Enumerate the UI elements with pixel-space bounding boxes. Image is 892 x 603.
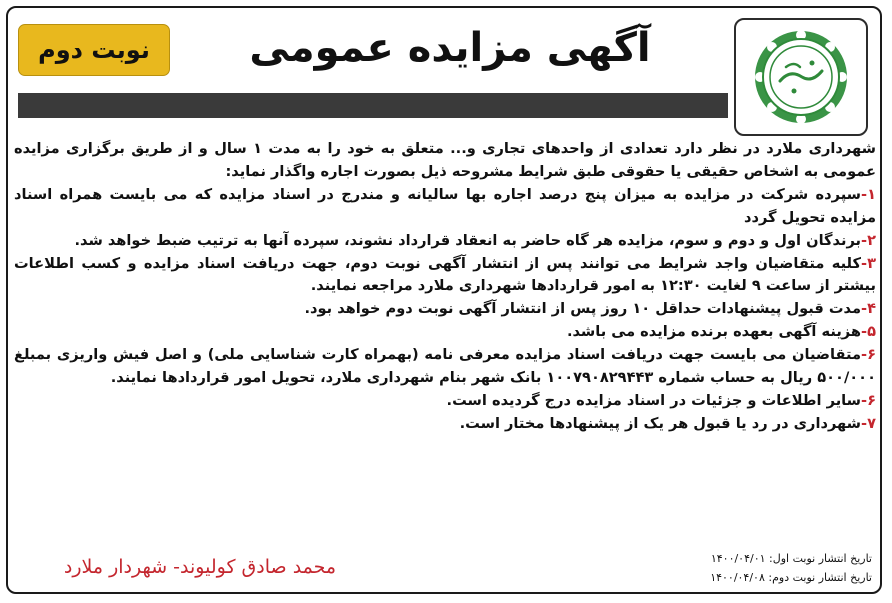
- item-text: برندگان اول و دوم و سوم، مزایده هر گاه حاضر به انعقاد قرارداد نشوند، سپرده آنها به ترتیب ضبط خواهد شد.: [74, 231, 862, 249]
- municipality-logo: [734, 18, 868, 136]
- item-number: ۵-: [861, 323, 876, 341]
- item-text: کلیه متقاضیان واجد شرایط می توانند پس از انتشار آگهی نوبت دوم، جهت دریافت اسناد مزایده و کسب اطلاعات بیشتر از ساعت ۹ لغایت ۱۲:۳۰ به امور قراردادها شهرداری ملارد مراجعه نمایند.: [14, 254, 876, 295]
- item-number: ۲-: [861, 231, 876, 249]
- item-number: ۷-: [861, 414, 876, 432]
- signature: محمد صادق کولیوند- شهردار ملارد: [63, 556, 337, 578]
- list-item: [14, 253, 876, 299]
- round-badge: نوبت دوم: [18, 24, 170, 76]
- item-text: شهرداری در رد یا قبول هر یک از پیشنهادها مختار است.: [459, 414, 862, 432]
- item-text: هزینه آگهی بعهده برنده مزایده می باشد.: [566, 323, 862, 341]
- list-item: [14, 230, 876, 253]
- list-item: [14, 413, 876, 436]
- notice-title: آگهی مزایده عمومی: [249, 25, 651, 71]
- list-item: [14, 298, 876, 321]
- list-item: [14, 344, 876, 390]
- item-number: ۶-: [861, 391, 876, 409]
- item-text: سایر اطلاعات و جزئیات در اسناد مزایده درج گردیده است.: [446, 391, 862, 409]
- item-text: متقاضیان می بایست جهت دریافت اسناد مزایده معرفی نامه (بهمراه کارت شناسایی ملی) و اصل فیش واریزی بمبلغ ۵۰۰/۰۰۰ ریال به حساب شماره ۱۰۰۷۹۰۸۲۹۴۴۳ بانک شهر بنام شهرداری ملارد، تحویل امور قراردادها نمایند.: [14, 346, 876, 387]
- header-strip: [18, 93, 728, 118]
- notice-body: [14, 138, 876, 436]
- list-item: [14, 321, 876, 344]
- item-number: ۱-: [861, 185, 876, 203]
- municipality-emblem-icon: [742, 25, 860, 129]
- first-publication-date: تاریخ انتشار نوبت اول: ۱۴۰۰/۰۴/۰۱: [710, 552, 872, 565]
- second-publication-date: تاریخ انتشار نوبت دوم: ۱۴۰۰/۰۴/۰۸: [710, 571, 872, 584]
- item-text: سپرده شرکت در مزایده به میزان پنج درصد اجاره بها سالیانه و مندرج در اسناد مزایده که می بایست همراه اسناد مزایده تحویل گردد: [14, 185, 876, 226]
- list-item: [14, 390, 876, 413]
- item-number: ۶-: [861, 346, 876, 364]
- list-item: [14, 184, 876, 230]
- item-number: ۴-: [861, 300, 876, 318]
- notice-intro: شهرداری ملارد در نظر دارد تعدادی از واحدهای تجاری و... متعلق به خود را به مدت ۱ سال و از طریق برگزاری مزایده عمومی به اشخاص حقیقی یا حقوقی طبق شرایط مشروحه ذیل بصورت اجاره واگذار نماید:: [14, 140, 876, 180]
- item-number: ۳-: [861, 254, 876, 272]
- publication-dates: [640, 549, 872, 587]
- item-text: مدت قبول پیشنهادات حداقل ۱۰ روز پس از انتشار آگهی نوبت دوم خواهد بود.: [304, 300, 862, 318]
